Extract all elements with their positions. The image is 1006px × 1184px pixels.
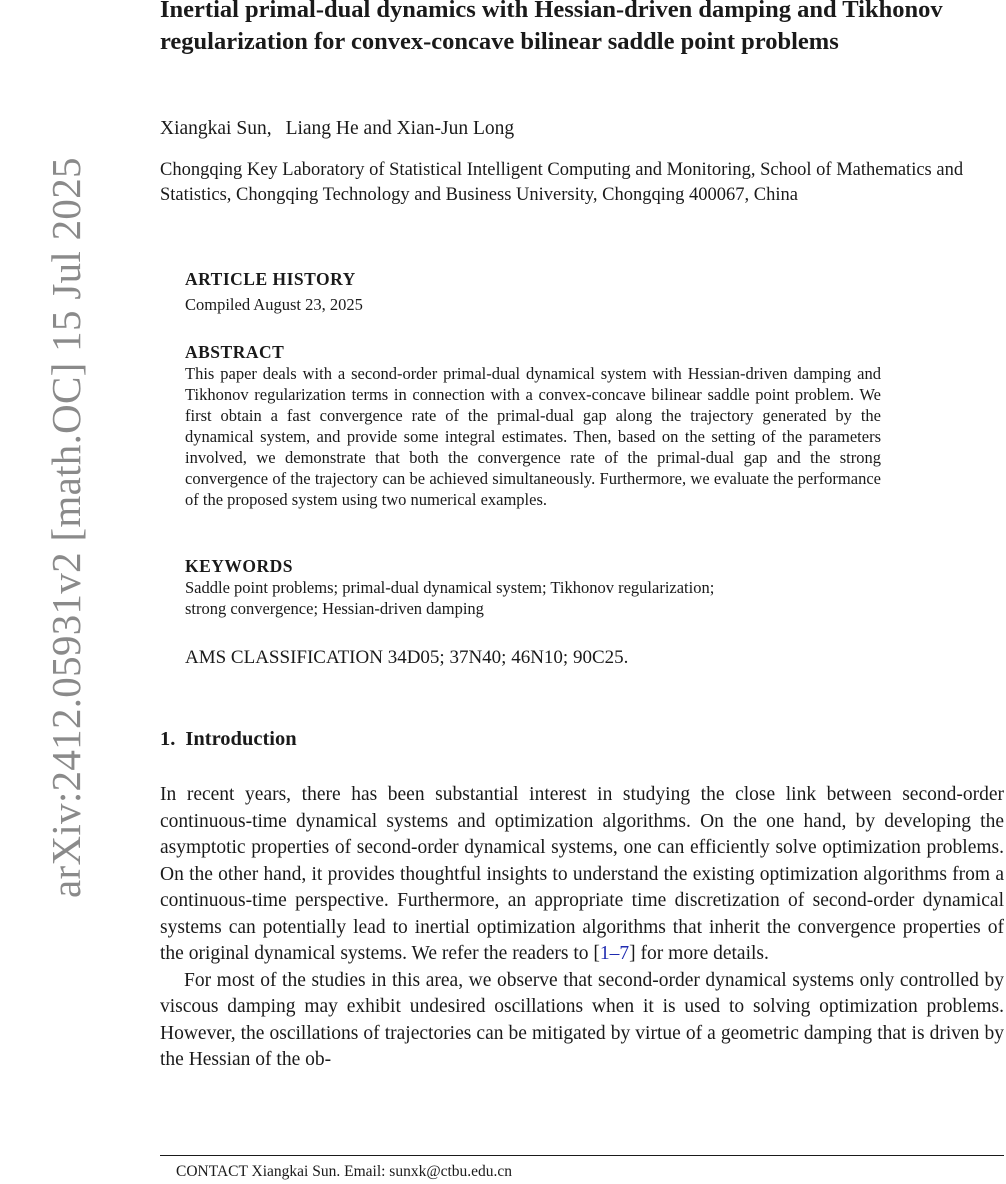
ams-classification: AMS CLASSIFICATION 34D05; 37N40; 46N10; 90C25. <box>185 647 629 668</box>
abstract <box>185 342 881 510</box>
author-rest: Liang He and Xian-Jun Long <box>285 118 515 139</box>
author-list <box>160 118 514 140</box>
arxiv-identifier-text: arXiv:2412.05931v2 [math.OC] 15 Jul 2025 <box>43 157 89 898</box>
paper-title: Inertial primal-dual dynamics with Hessian-driven damping and Tikhonov regularization for convex-concave bilinear saddle point problems <box>160 0 943 55</box>
article-history-heading: ARTICLE HISTORY <box>185 269 356 289</box>
contact-footnote: CONTACT Xiangkai Sun. Email: sunxk@ctbu.edu.cn <box>176 1163 513 1180</box>
paragraph-1-text: In recent years, there has been substantial interest in studying the close link between second-order continuous-time dynamical systems and optimization algorithms. On the one hand, by developing the asymptotic properties of second-order dynamical systems, one can efficiently solve optimization problems. On the other hand, it provides thoughtful insights to understand the existing optimization algorithms from a continuous-time perspective. Furthermore, an appropriate time discretization of second-order dynamical systems can potentially lead to inertial optimization algorithms that inherit the convergence properties of the original dynamical systems. We refer the readers to <box>160 784 1004 964</box>
abstract-text: This paper deals with a second-order primal-dual dynamical system with Hessian-driven damping and Tikhonov regularization terms in connection with a convex-concave bilinear saddle point problem. We first obtain a fast convergence rate of the primal-dual gap along the trajectory generated by the dynamical system, and provide some integral estimates. Then, based on the setting of the parameters involved, we demonstrate that both the convergence rate of the primal-dual gap and the strong convergence of the trajectory can be achieved simultaneously. Furthermore, we evaluate the performance of the proposed system using two numerical examples. <box>185 364 881 509</box>
body-text <box>160 782 1004 1074</box>
paragraph-1-tail: for more details. <box>635 943 769 964</box>
section-heading <box>160 728 297 751</box>
keywords-line-2: strong convergence; Hessian-driven damping <box>185 599 484 618</box>
citation-bracket-close: ] <box>629 943 636 964</box>
paragraph-1 <box>160 782 1004 968</box>
abstract-heading: ABSTRACT <box>185 342 285 362</box>
keywords-text <box>185 577 881 619</box>
article-history <box>185 269 881 315</box>
citation-bracket-open: [ <box>593 943 600 964</box>
affiliation: Chongqing Key Laboratory of Statistical Intelligent Computing and Monitoring, School of Mathematics and Statistics, Chongqing Technology and Business University, Chongqing 400067, China <box>160 160 964 205</box>
section-number: 1. <box>160 728 176 750</box>
keywords-line-1: Saddle point problems; primal-dual dynamical system; Tikhonov regularization; <box>185 578 715 597</box>
author-first: Xiangkai Sun, <box>160 118 272 139</box>
paragraph-2: For most of the studies in this area, we observe that second-order dynamical systems only controlled by viscous damping may exhibit undesired oscillations when it is used to solving optimization problems. However, the oscillations of trajectories can be mitigated by virtue of a geometric damping that is driven by the Hessian of the ob- <box>160 969 1004 1070</box>
compiled-date: Compiled August 23, 2025 <box>185 295 363 314</box>
arxiv-identifier <box>0 157 89 898</box>
section-title: Introduction <box>185 728 297 750</box>
citation-link[interactable]: 1–7 <box>599 943 630 964</box>
footnote-rule <box>160 1155 1004 1156</box>
keywords-heading: KEYWORDS <box>185 556 294 576</box>
keywords <box>185 556 881 619</box>
